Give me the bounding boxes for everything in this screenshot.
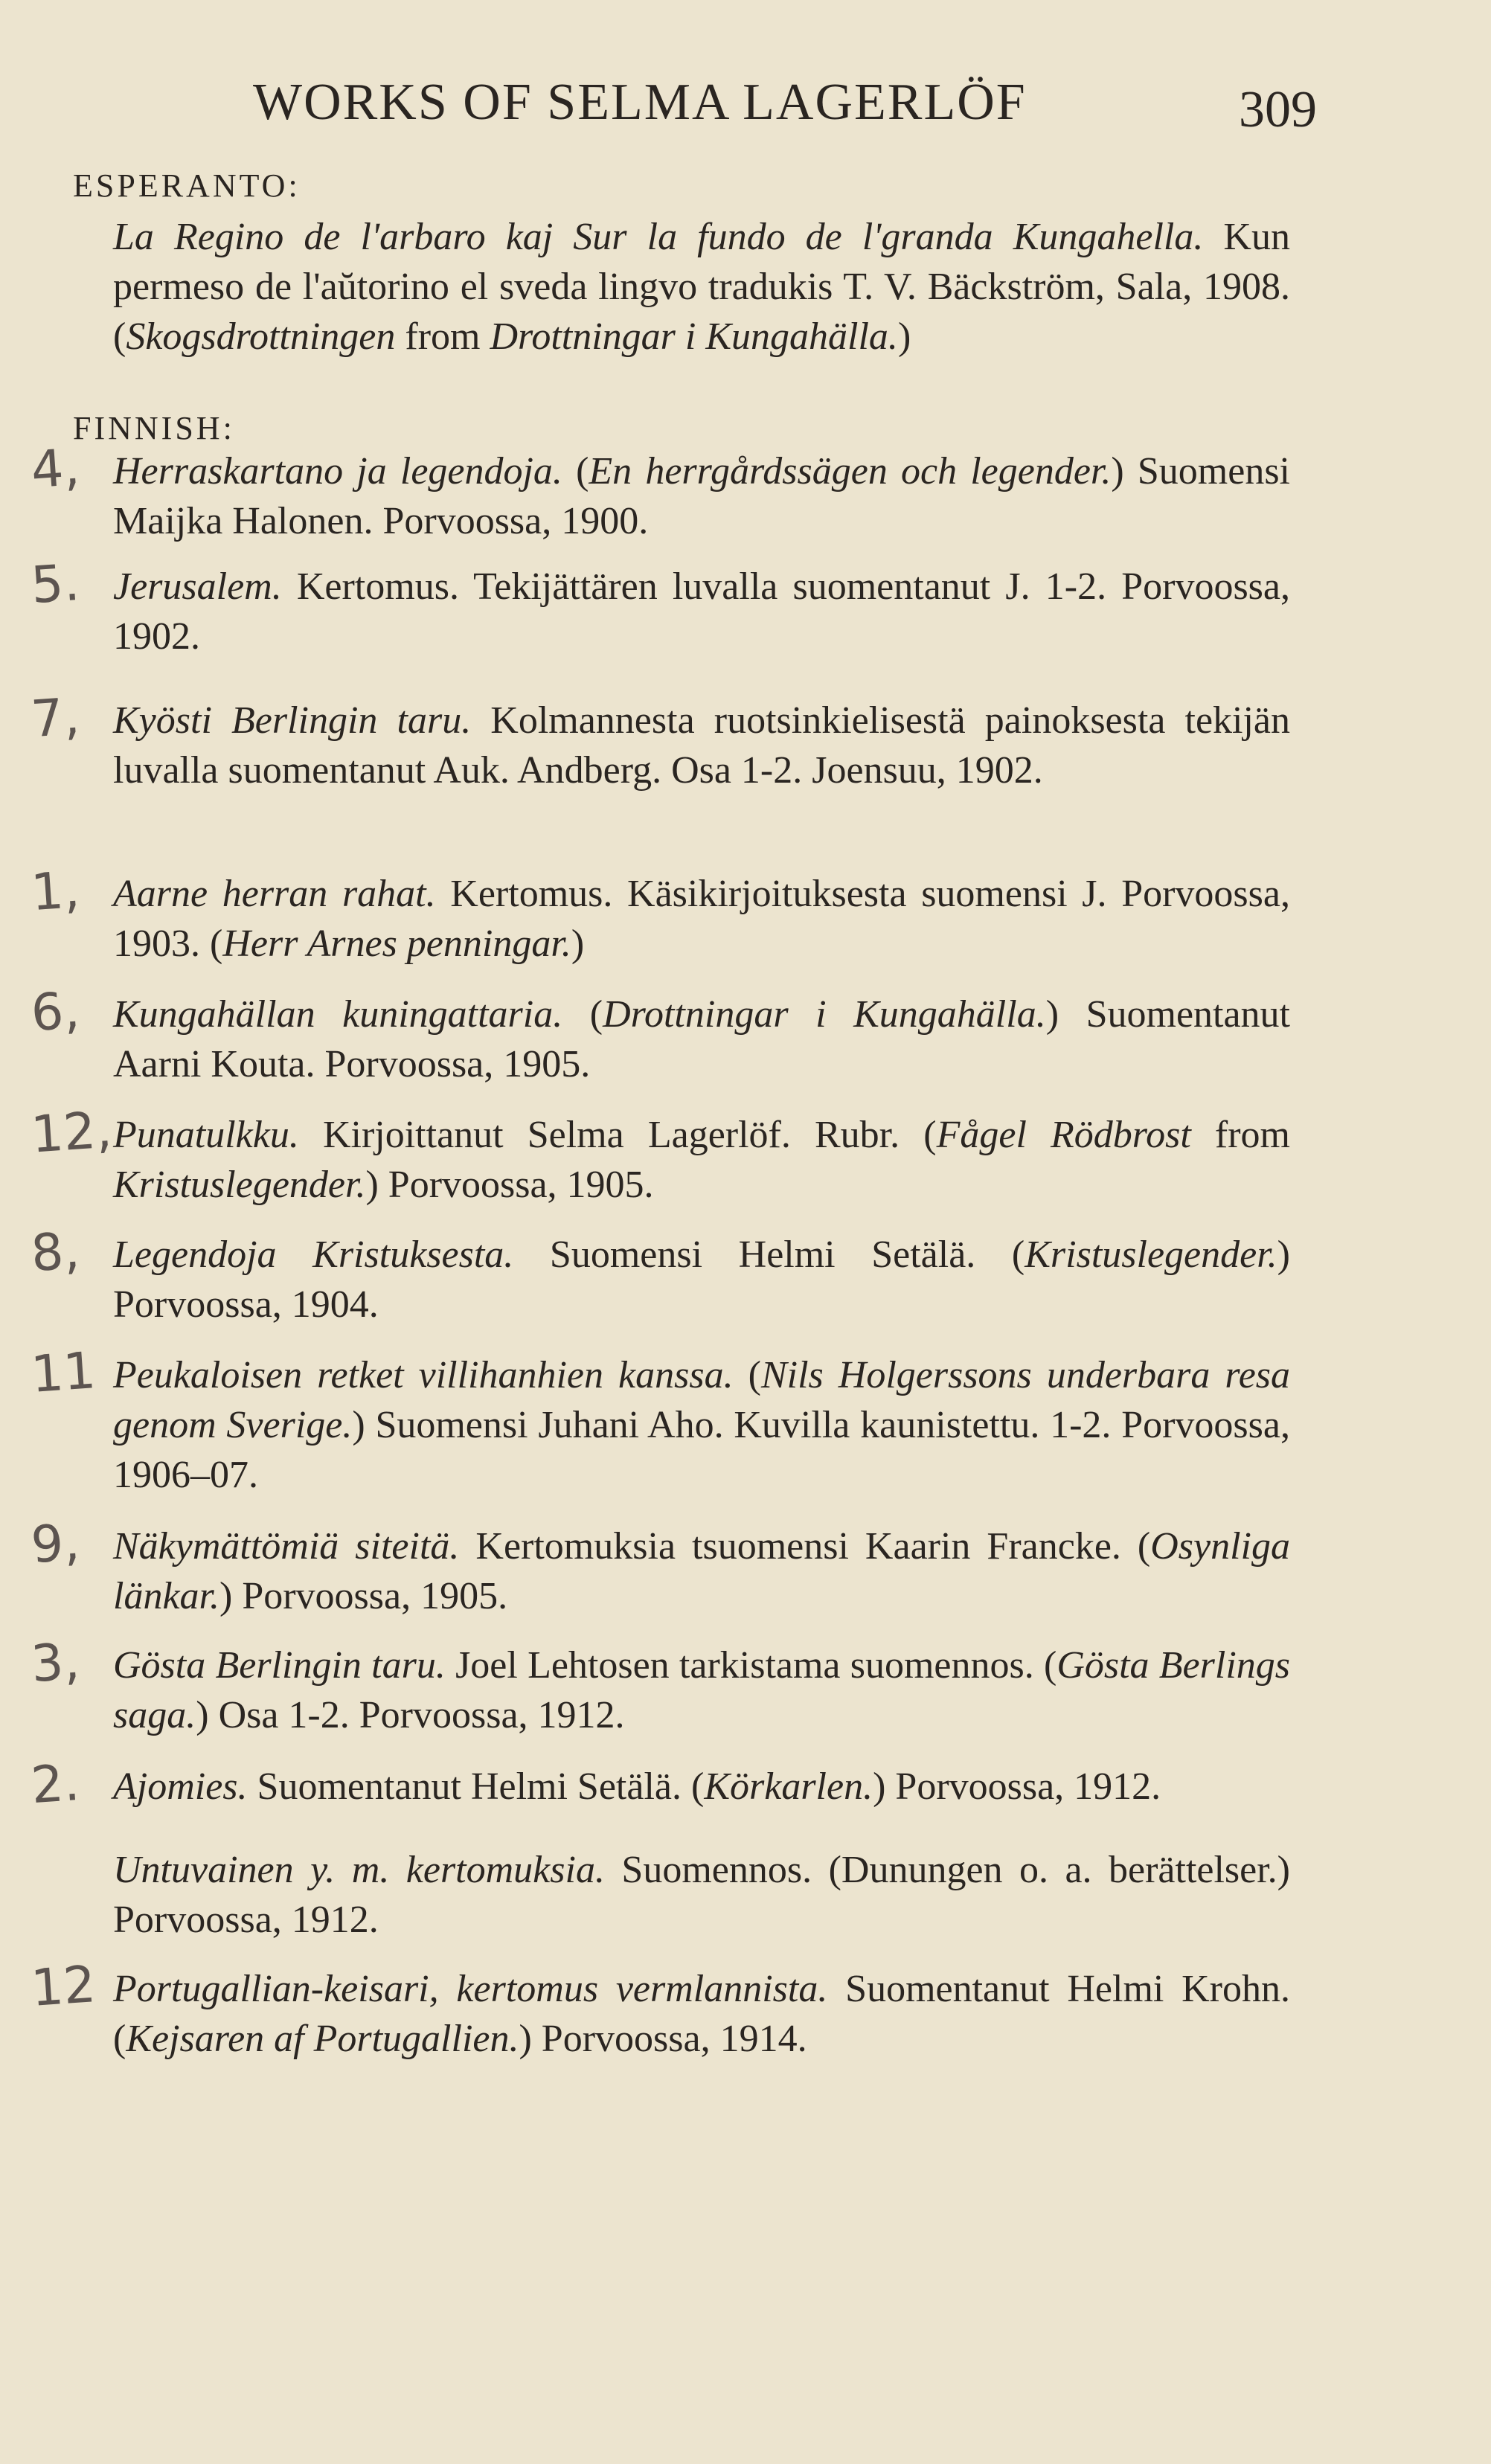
entry-text: Kertomuksia tsuomensi Kaarin Francke. ( xyxy=(459,1525,1151,1568)
entry-title: Körkarlen. xyxy=(704,1765,873,1808)
entry-text: Suomentanut Helmi Krohn. ( xyxy=(113,1968,1291,2060)
entry-original-title: Drottningar i Kungahälla. xyxy=(490,315,898,358)
section-heading-esperanto: ESPERANTO: xyxy=(73,167,301,204)
entry-text: Suomennos. (Dunungen o. a. berättelser.) Porvoossa, 1912. xyxy=(113,1849,1290,1941)
entry-title: Legendoja Kristuksesta. xyxy=(113,1233,514,1276)
bibliography-entry xyxy=(113,446,1290,546)
entry-text: Joel Lehtosen tarkistama suomennos. ( xyxy=(445,1644,1057,1687)
entry-title: Jerusalem. xyxy=(113,565,282,608)
bibliography-entry xyxy=(113,1230,1290,1329)
handwritten-number-annotation: 5. xyxy=(29,553,82,616)
bibliography-entry xyxy=(113,1762,1290,1812)
entry-text: ) Porvoossa, 1912. xyxy=(873,1765,1161,1808)
bibliography-entry xyxy=(113,869,1290,969)
entry-title: Aarne herran rahat. xyxy=(113,873,436,915)
entry-title: Osynliga länkar. xyxy=(113,1525,1290,1617)
entry-text: ) Suomentanut Aarni Kouta. Porvoossa, 1905. xyxy=(113,993,1290,1085)
bibliography-entry xyxy=(113,1110,1290,1210)
entry-text: ) Porvoossa, 1914. xyxy=(519,2018,807,2060)
entry-title: Kungahällan kuningattaria. xyxy=(113,993,563,1036)
entry-title: Untuvainen y. m. kertomuksia. xyxy=(113,1849,605,1891)
section-heading-finnish: FINNISH: xyxy=(73,410,235,446)
entry-title: Herr Arnes penningar. xyxy=(222,923,571,965)
handwritten-number-annotation: 4, xyxy=(29,437,82,501)
entry-text: Suomensi Helmi Setälä. ( xyxy=(513,1233,1025,1276)
entry-text: Kun permeso de l'aŭtorino el sveda lingvo tradukis T. V. Bäckström, Sala, 1908. ( xyxy=(113,216,1290,358)
entry-text: Kertomus. Tekijättären luvalla suomentanut J. 1-2. Porvoossa, 1902. xyxy=(113,565,1290,658)
handwritten-number-annotation: 7, xyxy=(29,687,82,750)
entry-text: Suomentanut Helmi Setälä. ( xyxy=(247,1765,705,1808)
entry-title: Kristuslegender. xyxy=(113,1164,366,1206)
handwritten-number-annotation: 12 xyxy=(29,1955,98,2018)
entry-title: Kejsaren af Portugallien. xyxy=(126,2018,519,2060)
running-title: WORKS OF SELMA LAGERLÖF xyxy=(253,74,1027,131)
bibliography-entry xyxy=(113,1640,1290,1740)
entry-text: ) Osa 1-2. Porvoossa, 1912. xyxy=(196,1694,625,1736)
entry-original-title: Skogsdrottningen xyxy=(126,315,396,358)
entry-title: La Regino de l'arbaro kaj Sur la fundo de l'granda Kungahella. xyxy=(113,216,1204,258)
handwritten-number-annotation: 9, xyxy=(29,1512,82,1576)
handwritten-number-annotation: 1, xyxy=(29,860,82,923)
handwritten-number-annotation: 6, xyxy=(29,981,82,1044)
entry-text: from xyxy=(1190,1114,1290,1156)
entry-title: Portugallian-keisari, kertomus vermlannista. xyxy=(113,1968,828,2010)
entry-text: ) Porvoossa, 1905. xyxy=(219,1575,508,1617)
handwritten-number-annotation: 8, xyxy=(29,1221,82,1284)
handwritten-number-annotation: 11 xyxy=(29,1341,98,1405)
entry-title: Ajomies. xyxy=(113,1765,248,1808)
entry-title: Drottningar i Kungahälla. xyxy=(603,993,1046,1036)
handwritten-number-annotation: 2. xyxy=(29,1753,82,1816)
entry-title: Fågel Rödbrost xyxy=(936,1114,1191,1156)
entry-text: ) Porvoossa, 1904. xyxy=(113,1233,1290,1326)
entry-text: ( xyxy=(562,993,603,1036)
entry-text: Kertomus. Käsikirjoituksesta suomensi J. Porvoossa, 1903. ( xyxy=(113,873,1290,965)
bibliography-entry xyxy=(113,562,1290,661)
entry-text: Kolmannesta ruotsinkielisestä painoksesta tekijän luvalla suomentanut Auk. Andberg. Osa 1-2. Joensuu, 1902. xyxy=(113,699,1290,792)
entry-title: Herraskartano ja legendoja. xyxy=(113,450,562,493)
entry-text: Kirjoittanut Selma Lagerlöf. Rubr. ( xyxy=(298,1114,937,1156)
entry-title: Näkymättömiä siteitä. xyxy=(113,1525,460,1568)
entry-text: ) xyxy=(897,315,911,358)
entry-text: from xyxy=(395,315,490,358)
bibliography-entry xyxy=(113,696,1290,795)
entry-text: ) xyxy=(571,923,585,965)
entry-text: ) Suomensi Maijka Halonen. Porvoossa, 1900. xyxy=(113,450,1290,542)
entry-text: ( xyxy=(733,1354,761,1396)
bibliography-entry xyxy=(113,989,1290,1089)
entry-title: Gösta Berlingin taru. xyxy=(113,1644,446,1687)
entry-title: Peukaloisen retket villihanhien kanssa. xyxy=(113,1354,734,1396)
entry-title: En herrgårdssägen och legender. xyxy=(589,450,1112,493)
entry-text: ) Porvoossa, 1905. xyxy=(365,1164,654,1206)
bibliography-entry xyxy=(113,1845,1290,1945)
entry-title: Punatulkku. xyxy=(113,1114,299,1156)
entry-text: ( xyxy=(562,450,589,493)
handwritten-number-annotation: 12, xyxy=(29,1100,114,1165)
handwritten-number-annotation: 3, xyxy=(29,1632,82,1695)
entry-title: Kyösti Berlingin taru. xyxy=(113,699,472,742)
entry-title: Gösta Berlings saga. xyxy=(113,1644,1290,1736)
running-head xyxy=(246,73,1347,138)
bibliography-entry xyxy=(113,1964,1290,2064)
bibliography-entry xyxy=(113,1350,1290,1500)
bibliography-entry xyxy=(113,1521,1290,1621)
entry-title: Nils Holgerssons underbara resa genom Sverige. xyxy=(113,1354,1291,1446)
entry-text: ) Suomensi Juhani Aho. Kuvilla kaunistettu. 1-2. Porvoossa, 1906–07. xyxy=(113,1404,1290,1496)
page-number: 309 xyxy=(1239,81,1317,138)
bibliography-entry-esperanto xyxy=(113,212,1290,362)
entry-title: Kristuslegender. xyxy=(1025,1233,1277,1276)
